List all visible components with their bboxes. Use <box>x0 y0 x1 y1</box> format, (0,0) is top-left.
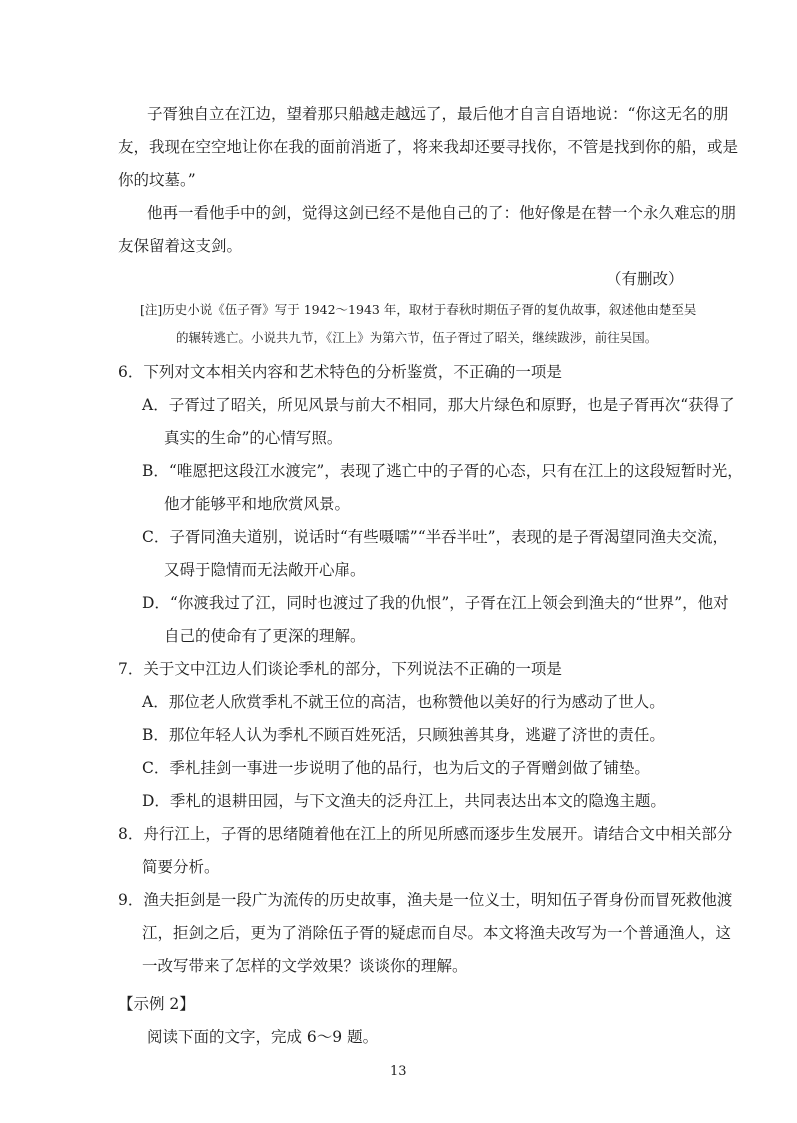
question-6-stem: 6．下列对文本相关内容和艺术特色的分析鉴赏，不正确的一项是 <box>118 363 562 381</box>
question-7-option-a: A．那位老人欣赏季札不就王位的高洁，也称赞他以美好的行为感动了世人。 <box>142 693 665 711</box>
question-7-option-b: B．那位年轻人认为季札不顾百姓死活，只顾独善其身，逃避了济世的责任。 <box>142 726 665 744</box>
question-9-line: 9．渔夫拒剑是一段广为流传的历史故事，渔夫是一位义士，明知伍子胥身份而冒死救他渡 <box>118 891 733 909</box>
question-6-option-d: D．“你渡我过了江，同时也渡过了我的仇恨”，子胥在江上领会到渔夫的“世界”，他对 <box>142 594 729 612</box>
question-8-line: 8．舟行江上，子胥的思绪随着他在江上的所见所感而逐步生发展开。请结合文中相关部分 <box>118 825 733 843</box>
passage-line: 你的坟墓。” <box>118 171 196 189</box>
example-2-title: 【示例 2】 <box>118 995 195 1013</box>
question-6-option-b: B．“唯愿把这段江水渡完”，表现了逃亡中的子胥的心态，只有在江上的这段短暂时光， <box>142 462 743 480</box>
passage-line: 友保留着这支剑。 <box>118 237 243 255</box>
passage-line: 他再一看他手中的剑，觉得这剑已经不是他自己的了：他好像是在替一个永久难忘的朋 <box>147 204 737 222</box>
question-6-option-d-cont: 自己的使命有了更深的理解。 <box>164 627 366 645</box>
question-8-line: 简要分析。 <box>142 858 220 876</box>
question-6-option-b-cont: 他才能够平和地欣赏风景。 <box>164 495 351 513</box>
question-7-option-d: D．季札的退耕田园，与下文渔夫的泛舟江上，共同表达出本文的隐逸主题。 <box>142 792 666 810</box>
passage-line: 子胥独自立在江边，望着那只船越走越远了，最后他才自言自语地说：“你这无名的朋 <box>147 105 729 123</box>
passage-line: 友，我现在空空地让你在我的面前消逝了，将来我却还要寻找你，不管是找到你的船，或是 <box>118 138 739 156</box>
page-number: 13 <box>390 1064 407 1079</box>
question-6-option-a-cont: 真实的生命”的心情写照。 <box>164 429 343 447</box>
question-7-stem: 7．关于文中江边人们谈论季札的部分，下列说法不正确的一项是 <box>118 660 562 678</box>
source-note: （有删改） <box>606 270 684 288</box>
question-9-line: 江，拒剑之后，更为了消除伍子胥的疑虑而自尽。本文将渔夫改写为一个普通渔人，这 <box>142 924 732 942</box>
question-7-option-c: C．季札挂剑一事进一步说明了他的品行，也为后文的子胥赠剑做了铺垫。 <box>142 759 650 777</box>
question-6-option-c: C．子胥同渔夫道别，说话时“有些嗫嚅”“半吞半吐”，表现的是子胥渴望同渔夫交流， <box>142 528 729 546</box>
example-2-instruction: 阅读下面的文字，完成 6～9 题。 <box>147 1028 379 1046</box>
question-9-line: 一改写带来了怎样的文学效果？谈谈你的理解。 <box>142 957 468 975</box>
footnote-line: 的辗转逃亡。小说共九节，《江上》为第六节，伍子胥过了昭关，继续跋涉，前往吴国。 <box>176 330 658 345</box>
question-6-option-a: A．子胥过了昭关，所见风景与前大不相同，那大片绿色和原野，也是子胥再次“获得了 <box>142 396 735 414</box>
footnote-line: [注]历史小说《伍子胥》写于 1942～1943 年，取材于春秋时期伍子胥的复仇故事，叙述他由楚至吴 <box>140 302 697 317</box>
question-6-option-c-cont: 又碍于隐情而无法敞开心扉。 <box>164 561 366 579</box>
